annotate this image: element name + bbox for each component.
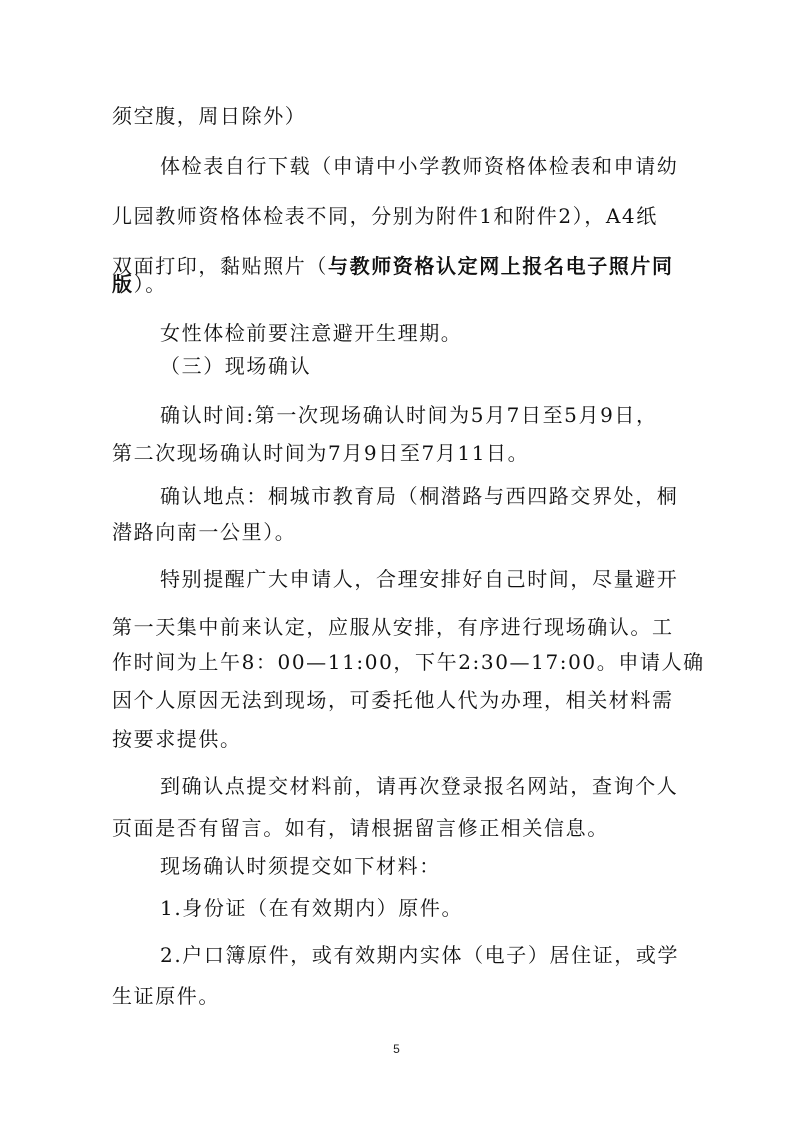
text-span: 双面打印，黏贴照片（ — [112, 254, 328, 278]
text-line — [112, 254, 674, 278]
text-line: 确认时间:第一次现场确认时间为5月7日至5月9日， — [160, 403, 658, 427]
page-number: 5 — [393, 1042, 400, 1056]
list-item: 1.身份证（在有效期内）原件。 — [160, 896, 464, 920]
emphasized-text: 与教师资格认定网上报名电子照片同 — [328, 254, 674, 278]
text-line: 到确认点提交材料前，请再次登录报名网站，查询个人 — [160, 774, 679, 798]
text-line — [112, 272, 167, 296]
section-heading: （三）现场确认 — [160, 354, 312, 378]
emphasized-text: 版 — [112, 272, 134, 296]
text-line: 儿园教师资格体检表不同，分别为附件1和附件2），A4纸 — [112, 204, 658, 228]
text-line: 潜路向南一公里）。 — [112, 520, 297, 544]
text-line: 作时间为上午8：00—11:00，下午2:30—17:00。申请人确 — [112, 650, 705, 674]
text-line: 按要求提供。 — [112, 727, 242, 751]
text-line: 生证原件。 — [112, 984, 220, 1008]
text-line: 现场确认时须提交如下材料： — [160, 854, 441, 878]
text-line: 因个人原因无法到现场，可委托他人代为办理，相关材料需 — [112, 688, 674, 712]
text-line: 女性体检前要注意避开生理期。 — [160, 321, 463, 345]
text-line: 页面是否有留言。如有，请根据留言修正相关信息。 — [112, 816, 609, 840]
text-span: ）。 — [133, 272, 167, 296]
text-line: 特别提醒广大申请人，合理安排好自己时间，尽量避开 — [160, 567, 679, 591]
text-line: 体检表自行下载（申请中小学教师资格体检表和申请幼 — [160, 154, 679, 178]
text-line: 确认地点：桐城市教育局（桐潜路与西四路交界处，桐 — [160, 484, 679, 508]
text-line: 第二次现场确认时间为7月9日至7月11日。 — [112, 441, 530, 465]
text-line: 第一天集中前来认定，应服从安排，有序进行现场确认。工 — [112, 615, 674, 639]
text-line: 须空腹，周日除外） — [112, 104, 307, 128]
list-item: 2.户口簿原件，或有效期内实体（电子）居住证，或学 — [160, 943, 680, 967]
